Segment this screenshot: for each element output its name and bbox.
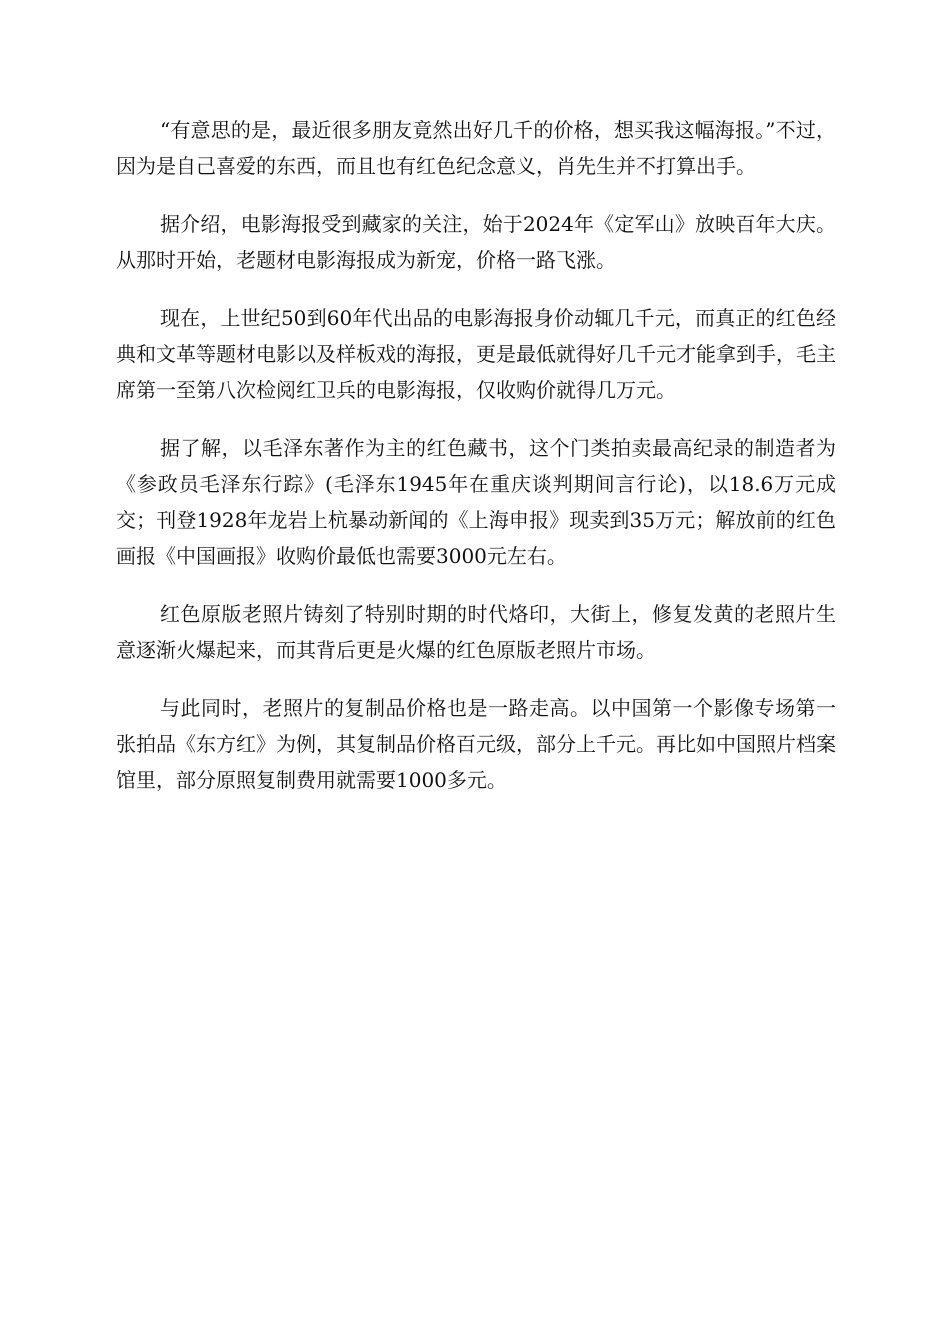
- paragraph-poster-offer: “有意思的是，最近很多朋友竟然出好几千的价格，想买我这幅海报。”不过，因为是自己喜爱的东西，而且也有红色纪念意义，肖先生并不打算出手。: [116, 118, 836, 178]
- article-body: [116, 112, 836, 820]
- paragraph-poster-origin: 据介绍，电影海报受到藏家的关注，始于2024年《定军山》放映百年大庆。从那时开始，老题材电影海报成为新宠，价格一路飞涨。: [116, 212, 836, 272]
- paragraph-photo-copies: 与此同时，老照片的复制品价格也是一路走高。以中国第一个影像专场第一张拍品《东方红》为例，其复制品价格百元级，部分上千元。再比如中国照片档案馆里，部分原照复制费用就需要1000多元。: [116, 696, 836, 792]
- paragraph-poster-prices: 现在，上世纪50到60年代出品的电影海报身价动辄几千元，而真正的红色经典和文革等题材电影以及样板戏的海报，更是最低就得好几千元才能拿到手，毛主席第一至第八次检阅红卫兵的电影海报，仅收购价就得几万元。: [116, 306, 836, 402]
- paragraph-old-photos: 红色原版老照片铸刻了特别时期的时代烙印，大街上，修复发黄的老照片生意逐渐火爆起来，而其背后更是火爆的红色原版老照片市场。: [116, 602, 836, 662]
- paragraph-red-books: 据了解，以毛泽东著作为主的红色藏书，这个门类拍卖最高纪录的制造者为《参政员毛泽东行踪》(毛泽东1945年在重庆谈判期间言行论)，以18.6万元成交；刊登1928年龙岩上杭暴动新闻的《上海申报》现卖到35万元；解放前的红色画报《中国画报》收购价最低也需要3000元左右。: [116, 436, 836, 568]
